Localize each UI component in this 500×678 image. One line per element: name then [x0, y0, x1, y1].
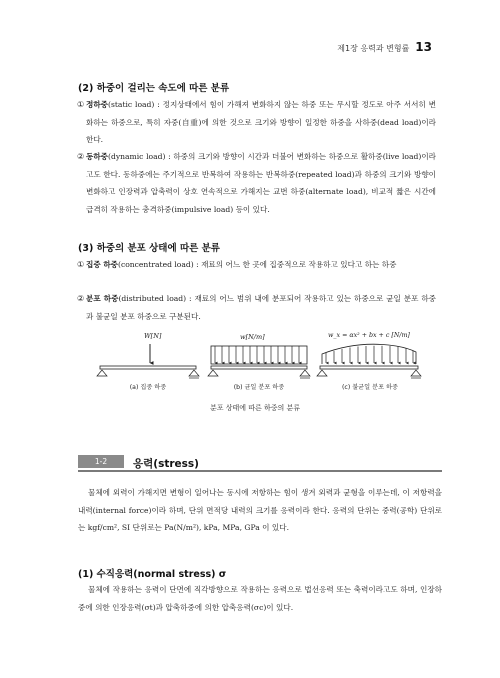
uniform-load-diagram [208, 346, 310, 378]
section-divider [78, 470, 442, 472]
section-number-tag: 1-2 [78, 455, 124, 468]
item-term: 정하중 [86, 100, 109, 109]
load-distribution-figure [96, 330, 422, 398]
caption-nonuniform: (c) 불균일 분포 하중 [342, 384, 398, 391]
item-number: ① [77, 100, 84, 109]
pin-support [208, 370, 218, 376]
nonuniform-load-label: w_x = αx² + bx + c [N/m] [328, 332, 410, 339]
item-term: 분포 하중 [86, 294, 119, 303]
concentrated-load-diagram [97, 344, 199, 378]
roller-support [189, 370, 199, 376]
item-number: ② [77, 152, 84, 161]
stress-intro-paragraph: 물체에 외력이 가해지면 변형이 일어나는 동시에 저항하는 힘이 생겨 외력과 균형을 이루는데, 이 저항력을 내력(internal force)이라 하며, 단위 면적당 내력의 크기를 응력이라 한다. 응력의 단위는 중력(공학) 단위로는 kgf/cm², SI 단위로는 Pa(N/m²), kPa, MPa, GPa 이 있다. [78, 488, 442, 532]
roller-support [300, 370, 310, 376]
item-number: ② [77, 294, 84, 303]
beam [320, 366, 418, 369]
uniform-load-label: w[N/m] [240, 333, 265, 341]
item-text: (concentrated load) : 재료의 어느 한 곳에 집중적으로 작용하고 있다고 하는 하중 [118, 260, 397, 269]
item-term: 집중 하중 [86, 260, 118, 269]
concentrated-load-label: W[N] [144, 332, 162, 340]
caption-concentrated: (a) 집중 하중 [129, 384, 167, 391]
static-load-item [77, 96, 436, 149]
pin-support [317, 370, 327, 376]
section-title: 응력(stress) [133, 458, 199, 470]
nonuniform-load-diagram [317, 344, 421, 378]
figure-title: 분포 상태에 따른 하중의 분류 [209, 404, 301, 412]
caption-uniform: (b) 균일 분포 하중 [233, 384, 285, 391]
distributed-load-item [77, 290, 436, 325]
normal-stress-paragraph: 물체에 작용하는 응력이 단면에 직각방향으로 작용하는 응력으로 법선응력 또는 축력이라고도 하며, 인장하중에 의한 인장응력(σt)과 압축하중에 의한 압축응력(σc)이 있다. [78, 585, 442, 612]
item-term: 동하중 [86, 152, 109, 161]
chapter-title: 제1장 응력과 변형률 [337, 44, 410, 53]
section-2-heading: (2) 하중이 걸리는 속도에 따른 분류 [78, 83, 230, 94]
dynamic-load-item [77, 148, 436, 218]
normal-stress-heading: (1) 수직응력(normal stress) σ [78, 569, 227, 580]
page-number: 13 [415, 40, 432, 54]
item-text: (dynamic load) : 하중의 크기와 방향이 시간과 더불어 변화하는 하중으로 활하중(live load)이라고도 한다. 동하중에는 주기적으로 반복하여 작용하는 반복하중(repeated load)과 하중의 크기와 방향이 변화하고 인장력과 압축력이 상호 연속적으로 가해지는 교번 하중(alternate load), 비교적 짧은 시간에 급격히 작용하는 충격하중(impulsive load) 등이 있다. [86, 152, 436, 214]
pin-support [97, 370, 107, 376]
load-curve [322, 344, 416, 364]
page-header [337, 40, 432, 54]
roller-support [411, 370, 421, 376]
load-block [211, 346, 307, 364]
item-text: (distributed load) : 재료의 어느 범위 내에 분포되어 작용하고 있는 하중으로 균일 분포 하중과 불균일 분포 하중으로 구분된다. [86, 294, 436, 321]
beam [100, 366, 196, 369]
concentrated-load-item [77, 256, 436, 274]
beam [211, 366, 307, 369]
item-number: ① [77, 260, 84, 269]
section-3-heading: (3) 하중의 분포 상태에 따른 분류 [78, 243, 220, 254]
item-text: (static load) : 정지상태에서 힘이 가해져 변화하지 않는 하중 또는 무시할 정도로 아주 서서히 변화하는 하중으로, 특히 자중(自重)에 의한 것으로 크기와 방향이 일정한 하중을 사하중(dead load)이라 한다. [86, 100, 436, 144]
